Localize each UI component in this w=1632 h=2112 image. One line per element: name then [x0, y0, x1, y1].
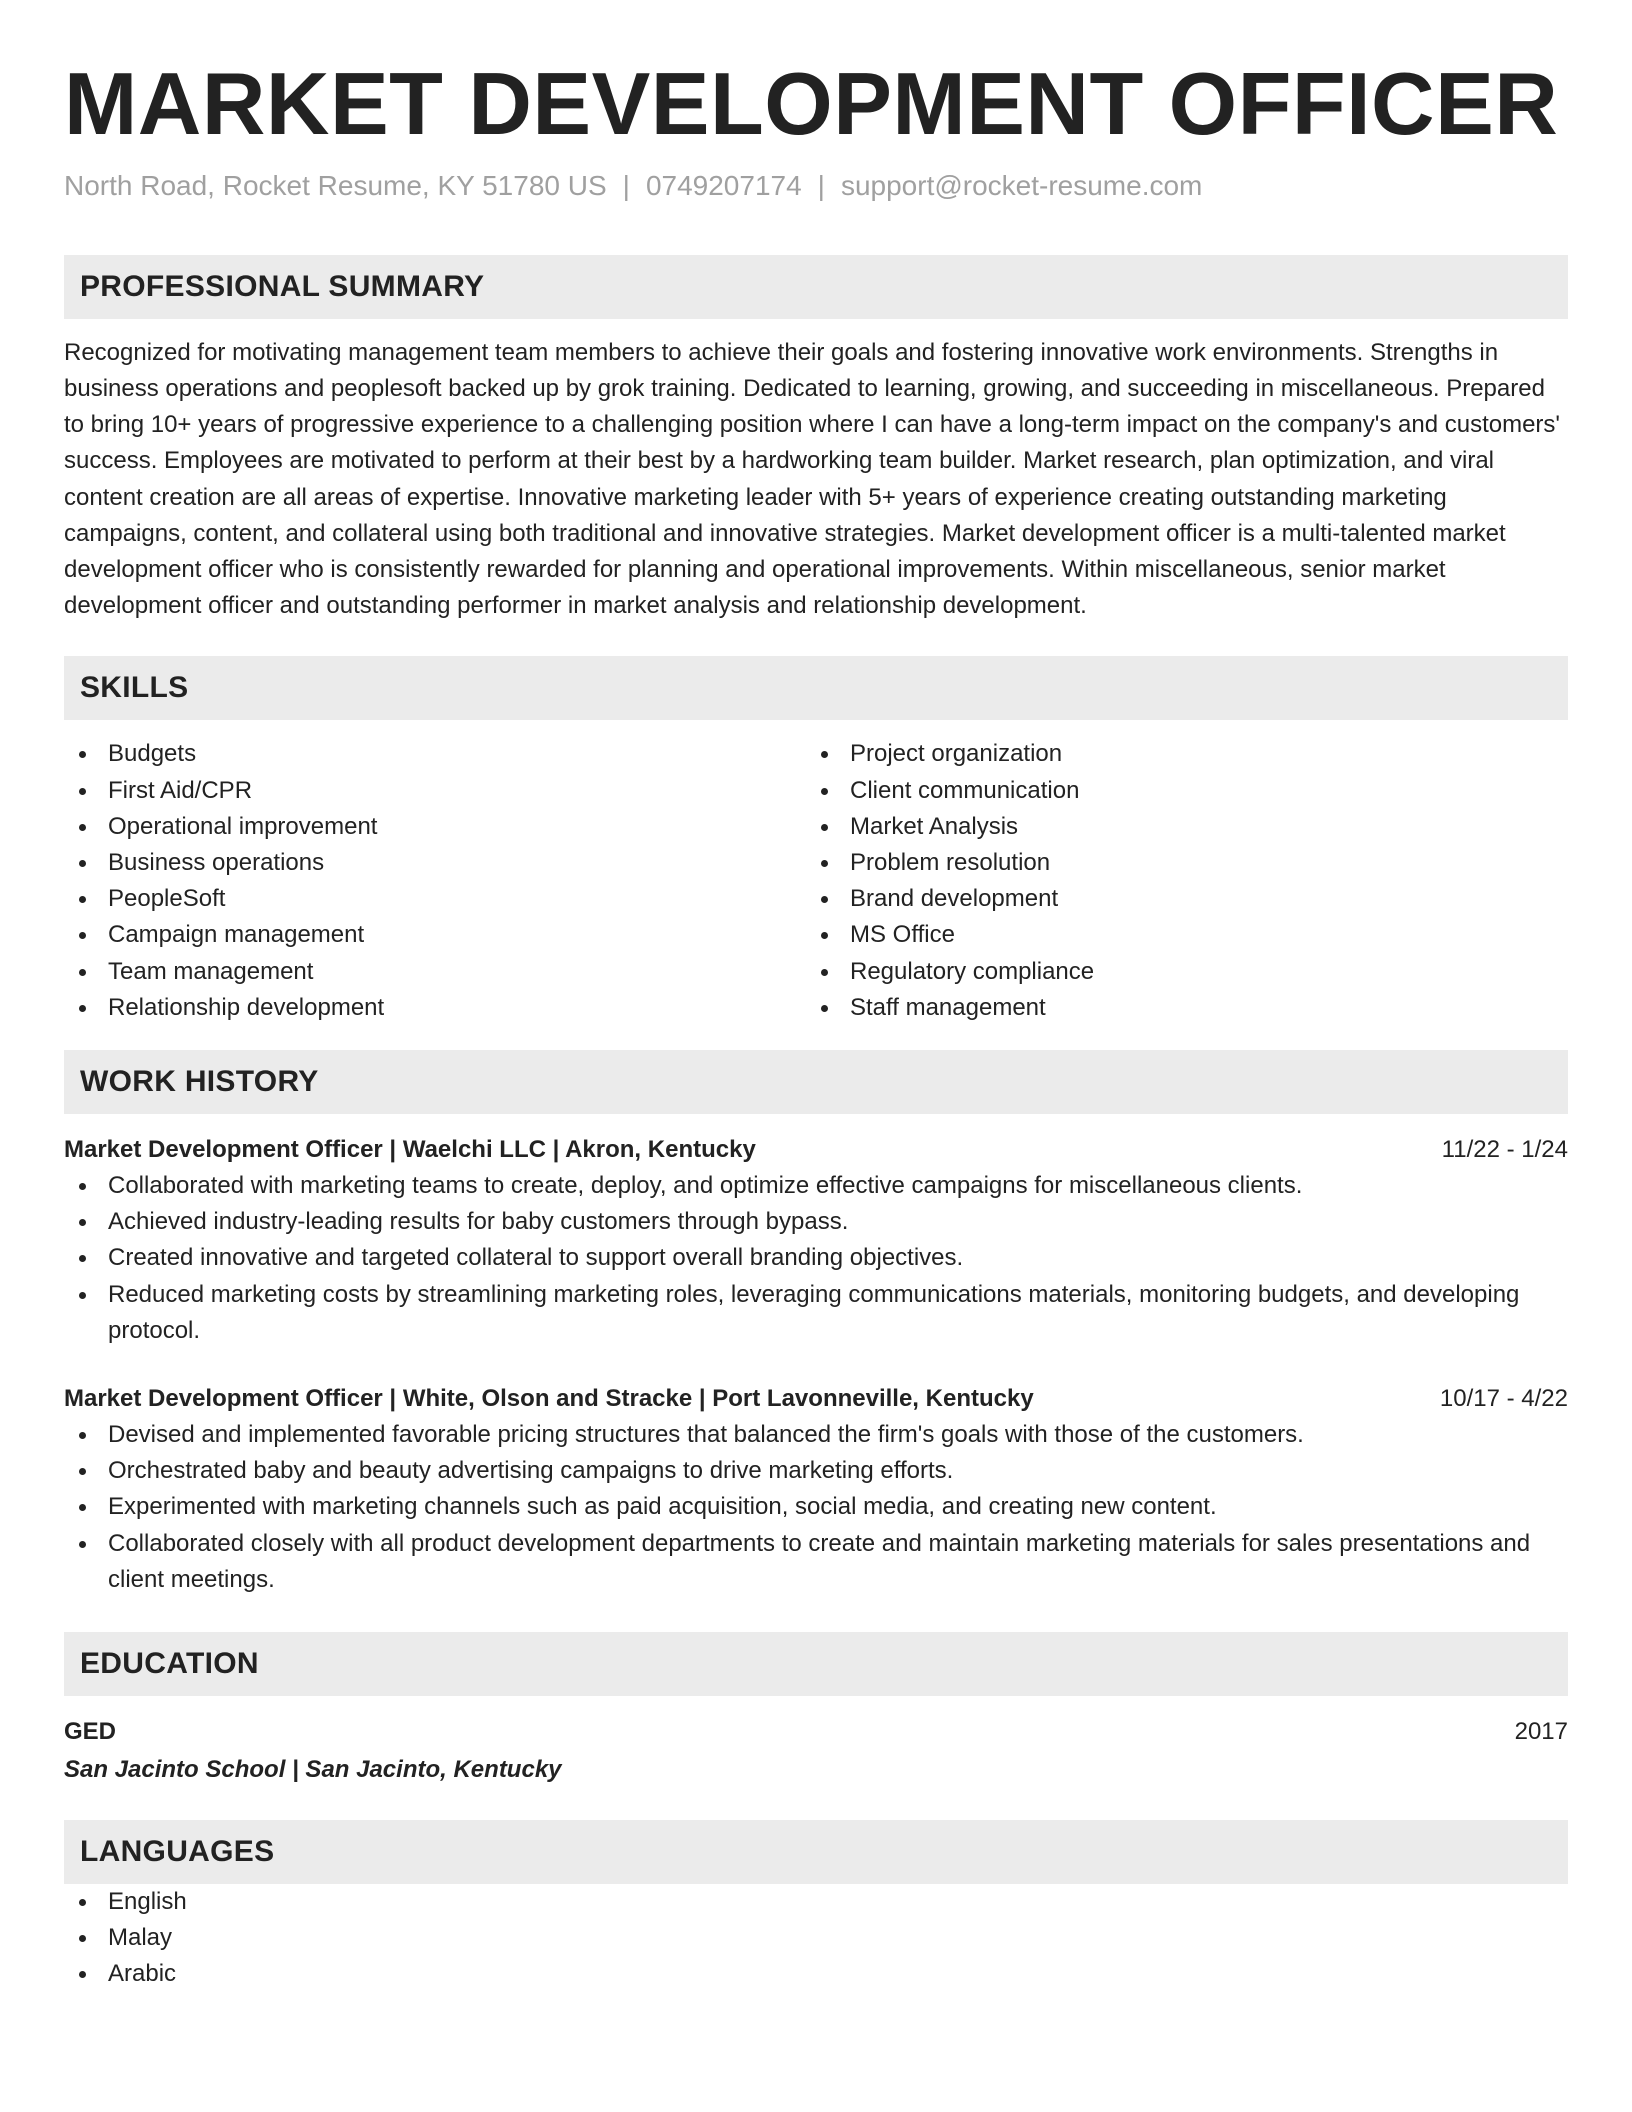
skill-item [806, 773, 1548, 809]
bullet-icon [79, 1005, 86, 1012]
contact-phone: 0749207174 [645, 170, 802, 202]
job-dates: 11/22 - 1/24 [1441, 1136, 1568, 1164]
skill-label: Campaign management [108, 921, 365, 949]
skill-item [64, 917, 806, 953]
language-item [64, 1884, 1568, 1920]
bullet-icon [79, 824, 86, 831]
job-bullet [64, 1240, 1568, 1276]
skills-list-right [806, 736, 1548, 1026]
skill-label: Market Analysis [850, 812, 1019, 840]
bullet-icon [79, 788, 86, 795]
bullet-icon [79, 860, 86, 867]
skill-label: Client communication [850, 776, 1080, 804]
bullet-icon [79, 1899, 86, 1906]
skill-label: First Aid/CPR [108, 776, 253, 804]
bullet-icon [821, 932, 828, 939]
contact-separator: | [622, 170, 630, 202]
bullet-icon [79, 1292, 86, 1299]
bullet-icon [821, 824, 828, 831]
job-title: Market Development Officer | Waelchi LLC | Akron, Kentucky [64, 1136, 756, 1164]
section-heading-work-history: WORK HISTORY [64, 1050, 1568, 1114]
job-title: Market Development Officer | White, Olson and Stracke | Port Lavonneville, Kentucky [64, 1385, 1034, 1413]
skill-item [806, 990, 1548, 1026]
job-bullet-list [64, 1417, 1568, 1598]
skill-item [806, 881, 1548, 917]
section-heading-education: EDUCATION [64, 1632, 1568, 1696]
job-bullet [64, 1417, 1568, 1453]
job-bullet [64, 1168, 1568, 1204]
language-label: Arabic [108, 1960, 177, 1988]
bullet-icon [79, 1219, 86, 1226]
bullet-icon [821, 896, 828, 903]
bullet-icon [821, 969, 828, 976]
bullet-icon [79, 1468, 86, 1475]
bullet-icon [821, 788, 828, 795]
bullet-icon [821, 751, 828, 758]
skill-label: Project organization [850, 740, 1063, 768]
education-year: 2017 [1514, 1718, 1568, 1746]
bullet-icon [79, 896, 86, 903]
bullet-icon [79, 969, 86, 976]
language-label: Malay [108, 1924, 173, 1952]
skill-label: Operational improvement [108, 812, 378, 840]
job-bullet [64, 1489, 1568, 1525]
language-label: English [108, 1888, 187, 1916]
skill-label: Problem resolution [850, 849, 1051, 877]
job-dates: 10/17 - 4/22 [1439, 1385, 1568, 1413]
job-bullet-text: Created innovative and targeted collateral to support overall branding objectives. [108, 1244, 964, 1272]
skill-item [64, 736, 806, 772]
job-bullet-text: Reduced marketing costs by streamlining marketing roles, leveraging communications materials, monitoring budgets, and developing protocol. [108, 1280, 1520, 1344]
education-school: San Jacinto School | San Jacinto, Kentucky [64, 1756, 562, 1784]
job-bullet-text: Collaborated with marketing teams to create, deploy, and optimize effective campaigns for miscellaneous clients. [108, 1172, 1303, 1200]
candidate-name: MARKET DEVELOPMENT OFFICER [64, 54, 1559, 153]
skill-item [64, 954, 806, 990]
job-bullet [64, 1277, 1568, 1349]
section-heading-summary: PROFESSIONAL SUMMARY [64, 255, 1568, 319]
section-heading-languages: LANGUAGES [64, 1820, 1568, 1884]
bullet-icon [79, 751, 86, 758]
bullet-icon [79, 1541, 86, 1548]
bullet-icon [821, 860, 828, 867]
contact-address: North Road, Rocket Resume, KY 51780 US [64, 170, 607, 202]
education-header [64, 1714, 1568, 1750]
skill-item [64, 809, 806, 845]
job-bullet-text: Achieved industry-leading results for baby customers through bypass. [108, 1208, 849, 1236]
bullet-icon [79, 1971, 86, 1978]
skill-item [64, 990, 806, 1026]
job-bullet-text: Collaborated closely with all product development departments to create and maintain marketing materials for sales presentations and client meetings. [108, 1529, 1531, 1593]
skill-item [806, 845, 1548, 881]
job-header [64, 1132, 1568, 1168]
bullet-icon [79, 932, 86, 939]
bullet-icon [79, 1504, 86, 1511]
contact-line [64, 168, 1568, 204]
section-heading-skills: SKILLS [64, 656, 1568, 720]
skill-item [806, 736, 1548, 772]
skills-grid [64, 736, 1568, 1026]
skill-item [806, 917, 1548, 953]
languages-list [64, 1884, 1568, 1993]
skill-label: Business operations [108, 849, 325, 877]
job-bullet [64, 1204, 1568, 1240]
job-bullet-text: Experimented with marketing channels such as paid acquisition, social media, and creating new content. [108, 1493, 1217, 1521]
skill-label: Staff management [850, 993, 1046, 1021]
skill-label: Regulatory compliance [850, 957, 1095, 985]
bullet-icon [79, 1255, 86, 1262]
skill-item [806, 809, 1548, 845]
skill-label: Budgets [108, 740, 197, 768]
language-item [64, 1920, 1568, 1956]
skill-label: Brand development [850, 885, 1059, 913]
skill-label: MS Office [850, 921, 955, 949]
skill-item [64, 773, 806, 809]
job-bullet [64, 1453, 1568, 1489]
job-header [64, 1381, 1568, 1417]
job-bullet [64, 1526, 1568, 1598]
language-item [64, 1956, 1568, 1992]
bullet-icon [79, 1183, 86, 1190]
skill-item [64, 881, 806, 917]
education-degree: GED [64, 1718, 117, 1746]
skill-item [806, 954, 1548, 990]
job-bullet-text: Devised and implemented favorable pricing structures that balanced the firm's goals with those of the customers. [108, 1421, 1304, 1449]
skills-list-left [64, 736, 806, 1026]
summary-paragraph: Recognized for motivating management team members to achieve their goals and fostering innovative work environments. Strengths in business operations and peoplesoft backed up by grok training. Dedicated to learning, growing, and succeeding in miscellaneous. Prepared to bring 10+ years of progressive experience to a challenging position where I can have a long-term impact on the company's and customers' success. Employees are motivated to perform at their best by a hardworking team builder. Market research, plan optimization, and viral content creation are all areas of expertise. Innovative marketing leader with 5+ years of experience creating outstanding marketing campaigns, content, and collateral using both traditional and innovative strategies. Market development officer is a multi-talented market development officer who is consistently rewarded for planning and operational improvements. Within miscellaneous, senior market development officer and outstanding performer in market analysis and relationship development. [64, 338, 1560, 620]
skill-item [64, 845, 806, 881]
contact-email: support@rocket-resume.com [840, 170, 1203, 202]
skill-label: Relationship development [108, 993, 385, 1021]
bullet-icon [79, 1432, 86, 1439]
job-bullet-list [64, 1168, 1568, 1349]
bullet-icon [821, 1005, 828, 1012]
bullet-icon [79, 1935, 86, 1942]
skill-label: Team management [108, 957, 314, 985]
skill-label: PeopleSoft [108, 885, 226, 913]
job-bullet-text: Orchestrated baby and beauty advertising campaigns to drive marketing efforts. [108, 1457, 954, 1485]
contact-separator: | [817, 170, 825, 202]
